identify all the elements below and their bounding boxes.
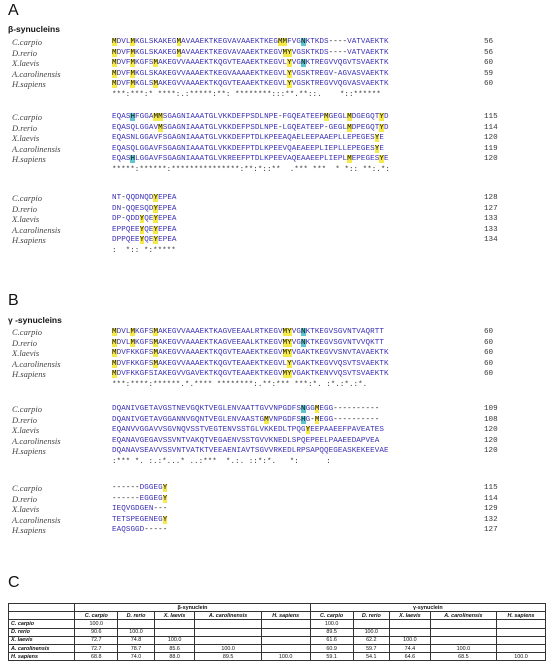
species-name: A.carolinensis — [12, 358, 61, 369]
table-cell — [497, 644, 546, 652]
panel-b-title: γ -synucleins — [8, 315, 62, 325]
table-cell — [154, 628, 195, 636]
table-cell: 100.0 — [310, 620, 353, 628]
table-row-header: C. carpio — [9, 620, 75, 628]
table-cell — [390, 620, 431, 628]
table-cell: 100.0 — [497, 653, 546, 661]
consensus-line: ***:****:******.*.**** ********:.**:*** ***:*. :*.:*.:*. — [112, 380, 368, 389]
alignment-row — [8, 235, 548, 246]
table-cell: 100.0 — [353, 628, 390, 636]
consensus-row — [8, 246, 548, 257]
table-cell: 78.7 — [118, 644, 155, 652]
alignment-row — [8, 436, 548, 447]
alignment-row — [8, 154, 548, 165]
panel-a-label: A — [8, 2, 19, 19]
sequence: MDVLMKGLSKAKEGMAVAAEKTKEGVAVAAEKTKEGMMFVGNKTKDS----VATVAEKTK — [112, 38, 389, 46]
alignment-row — [8, 79, 548, 90]
table-row — [9, 653, 546, 661]
table-column-header: X. laevis — [390, 612, 431, 620]
residue-count: 133 — [484, 225, 498, 234]
species-name: X.laevis — [12, 348, 40, 358]
alignment-row — [8, 58, 548, 69]
table-column-header-row — [9, 612, 546, 620]
species-name: C.carpio — [12, 37, 42, 47]
table-column-header: H. sapiens — [261, 612, 310, 620]
alignment-row — [8, 525, 548, 536]
species-name: A.carolinensis — [12, 143, 61, 154]
species-name: H.sapiens — [12, 369, 46, 379]
table-cell: 72.7 — [75, 636, 118, 644]
species-name: H.sapiens — [12, 154, 46, 164]
gamma-group-header: γ-synuclein — [310, 604, 545, 612]
sequence: MDVFMKGFSMAKEGVVAAAEKTKQGVTEAAEKTKEGVLYVGNKTREGVVQGVTSVAEKTK — [112, 59, 389, 67]
table-cell: 60.9 — [310, 644, 353, 652]
residue-count: 59 — [484, 69, 494, 78]
table-cell: 72.7 — [75, 644, 118, 652]
alignment-row — [8, 69, 548, 80]
table-cell: 88.0 — [154, 653, 195, 661]
panel-a-title: β-synucleins — [8, 24, 60, 34]
table-column-header: A. carolinensis — [430, 612, 496, 620]
sequence: EQASQLGGAVFSGAGNIAAATGLVKKDEFPTDLKPEEVQAEAEEPLIEPLLEPEGESYE — [112, 144, 384, 153]
table-row-header: D. rerio — [9, 628, 75, 636]
species-name: X.laevis — [12, 504, 40, 514]
table-cell — [154, 620, 195, 628]
consensus-row — [8, 165, 548, 176]
table-cell: 90.6 — [75, 628, 118, 636]
species-name: C.carpio — [12, 483, 42, 493]
species-name: X.laevis — [12, 425, 40, 435]
table-cell: 62.2 — [353, 636, 390, 644]
consensus-row — [8, 90, 548, 101]
alignment-row — [8, 425, 548, 436]
residue-count: 127 — [484, 204, 498, 213]
sequence: TETSPEGENEGY — [112, 515, 168, 524]
consensus-line: :*** *. :.:*...* ..:*** *.:. ::*:*. *: : — [112, 457, 331, 466]
sequence: DQANIVGETAVGSTNEVGQKTVEGLENVAATTGVVNPGDFSNGGMEGG---------- — [112, 405, 380, 413]
table-cell — [430, 628, 496, 636]
table-cell — [261, 620, 310, 628]
sequence: DP-QDDYQEYEPEA — [112, 215, 177, 223]
residue-count: 109 — [484, 405, 498, 413]
table-row — [9, 636, 546, 644]
sequence: MDVLMKGFSMAKEGVVAAAEKTKAGVEEAALRTKEGVMYVGNKTKEGVSGVNTVAQRTT — [112, 328, 384, 336]
table-corner-cell — [9, 604, 75, 612]
table-cell — [497, 628, 546, 636]
residue-count: 129 — [484, 505, 498, 513]
table-cell: 61.6 — [310, 636, 353, 644]
alignment-row — [8, 193, 548, 204]
table-cell: 100.0 — [430, 644, 496, 652]
sequence: EQASHFGGAMMSGAGNIAAATGLVKKDEFPSDLNPE-FGQEATEEPMGEGLMDGEGQTYD — [112, 113, 389, 121]
table-cell — [430, 636, 496, 644]
residue-count: 108 — [484, 415, 498, 424]
residue-count: 115 — [484, 113, 498, 121]
alignment-row — [8, 48, 548, 59]
sequence: MDVFKKGFSMAKEGVVAAAEKTKQGVTEAAEKTKEGVLYVGAKTKEGVVQSVTSVAEKTK — [112, 359, 389, 368]
alignment-row — [8, 515, 548, 526]
species-name: X.laevis — [12, 58, 40, 68]
alignment-row — [8, 338, 548, 349]
sequence: MDVLMKGFSMAKEGVVAAAEKTKAGVEEAALKTKEGVMYVGNKTKEGVSGVNTVVQKTT — [112, 338, 384, 347]
table-cell: 54.1 — [353, 653, 390, 661]
residue-count: 56 — [484, 38, 494, 46]
table-cell: 68.5 — [430, 653, 496, 661]
species-name: A.carolinensis — [12, 514, 61, 525]
consensus-line: *****:******:***************:**:*::** .*** *** * *:: **:.*: — [112, 165, 390, 174]
residue-count: 127 — [484, 526, 498, 534]
alignment-row — [8, 494, 548, 505]
species-name: C.carpio — [12, 193, 42, 203]
consensus-row — [8, 457, 548, 468]
table-column-header: C. carpio — [310, 612, 353, 620]
residue-count: 60 — [484, 80, 494, 88]
table-cell — [195, 628, 261, 636]
table-cell: 100.0 — [118, 628, 155, 636]
sequence: EQANAVGEGAVSSVNTVAKQTVEGAENVSSTGVVKNEDLSPQEPEELPAAEEDAPVEA — [112, 436, 380, 445]
table-column-header: H. sapiens — [497, 612, 546, 620]
sequence: MDVFMKGLSMAKEGVVAAAEKTKQGVTEAAEKTKEGVLYVGSKTREGVVQGVASVAEKTK — [112, 80, 389, 88]
sequence: IEQVGDGEN--- — [112, 505, 168, 513]
sequence: EPPQEEYQEYEPEA — [112, 225, 177, 234]
residue-count: 60 — [484, 370, 494, 378]
residue-count: 120 — [484, 426, 498, 434]
sequence: MDVFMKGLSKAKEGMAVAAEKTKEGVAVAAEKTKEGVMYVGSKTKDS----VATVAEKTK — [112, 48, 389, 57]
table-cell: 100.0 — [390, 636, 431, 644]
species-name: D.rerio — [12, 337, 37, 348]
sequence: EQASQLGGAVMSGAGNIAAATGLVKKDEFPSDLNPE-LGQEATEEP-GEGLMDPEGQTYD — [112, 123, 389, 132]
table-cell: 100.0 — [75, 620, 118, 628]
table-group-header-row — [9, 604, 546, 612]
residue-count: 114 — [484, 494, 498, 503]
alignment-row — [8, 415, 548, 426]
table-cell — [261, 628, 310, 636]
panel-b-label: B — [8, 292, 19, 309]
alignment-row — [8, 369, 548, 380]
panel-c-label: C — [8, 574, 20, 591]
species-name: D.rerio — [12, 414, 37, 425]
table-corner-cell — [9, 612, 75, 620]
table-row — [9, 620, 546, 628]
species-name: A.carolinensis — [12, 224, 61, 235]
table-row — [9, 628, 546, 636]
alignment-row — [8, 214, 548, 225]
species-name: A.carolinensis — [12, 435, 61, 446]
alignment-row — [8, 144, 548, 155]
sequence: EQANVVGGAVVSGVNQVSSTVEGTENVSSTGLVKKEDLTPQGYEEPAAEEFPAVEATES — [112, 426, 384, 434]
alignment-row — [8, 37, 548, 48]
alignment-row — [8, 504, 548, 515]
species-name: D.rerio — [12, 47, 37, 58]
table-cell — [430, 620, 496, 628]
table-cell: 89.5 — [310, 628, 353, 636]
table-column-header: D. rerio — [118, 612, 155, 620]
identity-table-body — [9, 620, 546, 661]
residue-count: 56 — [484, 48, 494, 57]
alignment-row — [8, 483, 548, 494]
table-cell: 100.0 — [195, 644, 261, 652]
sequence: ------EGGEGY — [112, 494, 168, 503]
table-cell — [118, 620, 155, 628]
consensus-line: ***:***:* ****:.:*****:**: ********:::**.**::. *::****** — [112, 90, 381, 99]
sequence: DPPQEEYQEYEPEA — [112, 236, 177, 244]
table-column-header: D. rerio — [353, 612, 390, 620]
residue-count: 120 — [484, 155, 498, 163]
identity-table — [8, 603, 546, 661]
residue-count: 133 — [484, 215, 498, 223]
alignment-row — [8, 133, 548, 144]
table-cell — [261, 636, 310, 644]
residue-count: 115 — [484, 484, 498, 492]
table-cell: 74.8 — [118, 636, 155, 644]
species-name: D.rerio — [12, 122, 37, 133]
species-name: A.carolinensis — [12, 68, 61, 79]
sequence: EQASHLGGAVFSGAGNIAAATGLVKREEFPTDLKPEEVAQEAAEEPLIEPLMEPEGESYE — [112, 155, 389, 163]
table-cell — [353, 620, 390, 628]
sequence: DQANIVGETAVGGANNVGQNTVEGLENVAASTGMVNPGDFSHG-MEGG---------- — [112, 415, 380, 424]
residue-count: 128 — [484, 194, 498, 202]
table-row-header: A. carolinensis — [9, 644, 75, 652]
residue-count: 114 — [484, 123, 498, 132]
residue-count: 134 — [484, 236, 498, 244]
table-column-header: X. laevis — [154, 612, 195, 620]
table-cell: 64.6 — [390, 653, 431, 661]
residue-count: 60 — [484, 328, 494, 336]
alignment-row — [8, 348, 548, 359]
alignment-row — [8, 359, 548, 370]
table-cell: 59.1 — [310, 653, 353, 661]
sequence: MDVFKKGFSMAKEGVVAAAEKTKQGVTEAAEKTKEGVMYVGAKTKEGVVSNVTAVAEKTK — [112, 349, 389, 357]
species-name: D.rerio — [12, 493, 37, 504]
table-cell — [195, 636, 261, 644]
sequence: MDVFMKGLSKAKEGVVAAAEKTKEGVAAAAEKTKEGVLYVGSKTREGV-AGVASVAEKTK — [112, 69, 389, 78]
sequence: EAQSGGD----- — [112, 526, 168, 534]
alignment-row — [8, 327, 548, 338]
table-cell — [261, 644, 310, 652]
species-name: C.carpio — [12, 404, 42, 414]
sequence: NT-QQDNQDYEPEA — [112, 194, 177, 202]
residue-count: 60 — [484, 359, 494, 368]
species-name: H.sapiens — [12, 446, 46, 456]
alignment-row — [8, 123, 548, 134]
table-cell — [195, 620, 261, 628]
table-column-header: C. carpio — [75, 612, 118, 620]
alignment-row — [8, 446, 548, 457]
table-row-header: X. laevis — [9, 636, 75, 644]
table-cell — [497, 636, 546, 644]
residue-count: 120 — [484, 134, 498, 142]
species-name: H.sapiens — [12, 79, 46, 89]
sequence: DQANAVSEAVVSSVNTVATKTVEEAENIAVTSGVVRKEDLRPSAPQQEGEASKEKEEVAE — [112, 447, 389, 455]
table-column-header: A. carolinensis — [195, 612, 261, 620]
species-name: H.sapiens — [12, 525, 46, 535]
alignment-row — [8, 404, 548, 415]
table-cell — [497, 620, 546, 628]
table-cell: 85.6 — [154, 644, 195, 652]
residue-count: 132 — [484, 515, 498, 524]
species-name: C.carpio — [12, 327, 42, 337]
table-cell: 100.0 — [261, 653, 310, 661]
table-cell: 68.8 — [75, 653, 118, 661]
alignment-row — [8, 204, 548, 215]
sequence: EQASNLGGAVFSGAGNIAAATGLVKKDEFPTDLKPEEAQAELEEPAAEPLLEPEGESYE — [112, 134, 384, 142]
residue-count: 60 — [484, 338, 494, 347]
table-cell: 74.4 — [390, 644, 431, 652]
residue-count: 119 — [484, 144, 498, 153]
residue-count: 60 — [484, 59, 494, 67]
sequence: MDVFKKGFSIAKEGVVGAVEKTKQGVTEAAEKTKEGVMYVGAKTKENVVQSVTSVAEKTK — [112, 370, 389, 378]
beta-group-header: β-synuclein — [75, 604, 310, 612]
species-name: C.carpio — [12, 112, 42, 122]
species-name: X.laevis — [12, 214, 40, 224]
table-cell: 100.0 — [154, 636, 195, 644]
sequence: DN-QQESQDYEPEA — [112, 204, 177, 213]
table-cell: 74.0 — [118, 653, 155, 661]
table-cell — [390, 628, 431, 636]
table-row — [9, 644, 546, 652]
table-row-header: H. sapiens — [9, 653, 75, 661]
species-name: H.sapiens — [12, 235, 46, 245]
alignment-row — [8, 112, 548, 123]
sequence: ------DGGEGY — [112, 484, 168, 492]
residue-count: 120 — [484, 436, 498, 445]
residue-count: 60 — [484, 349, 494, 357]
alignment-row — [8, 225, 548, 236]
species-name: X.laevis — [12, 133, 40, 143]
consensus-row — [8, 536, 548, 547]
table-cell: 59.7 — [353, 644, 390, 652]
residue-count: 120 — [484, 447, 498, 455]
table-cell: 89.5 — [195, 653, 261, 661]
species-name: D.rerio — [12, 203, 37, 214]
consensus-row — [8, 380, 548, 391]
consensus-line: : *:: *:***** — [112, 246, 176, 255]
